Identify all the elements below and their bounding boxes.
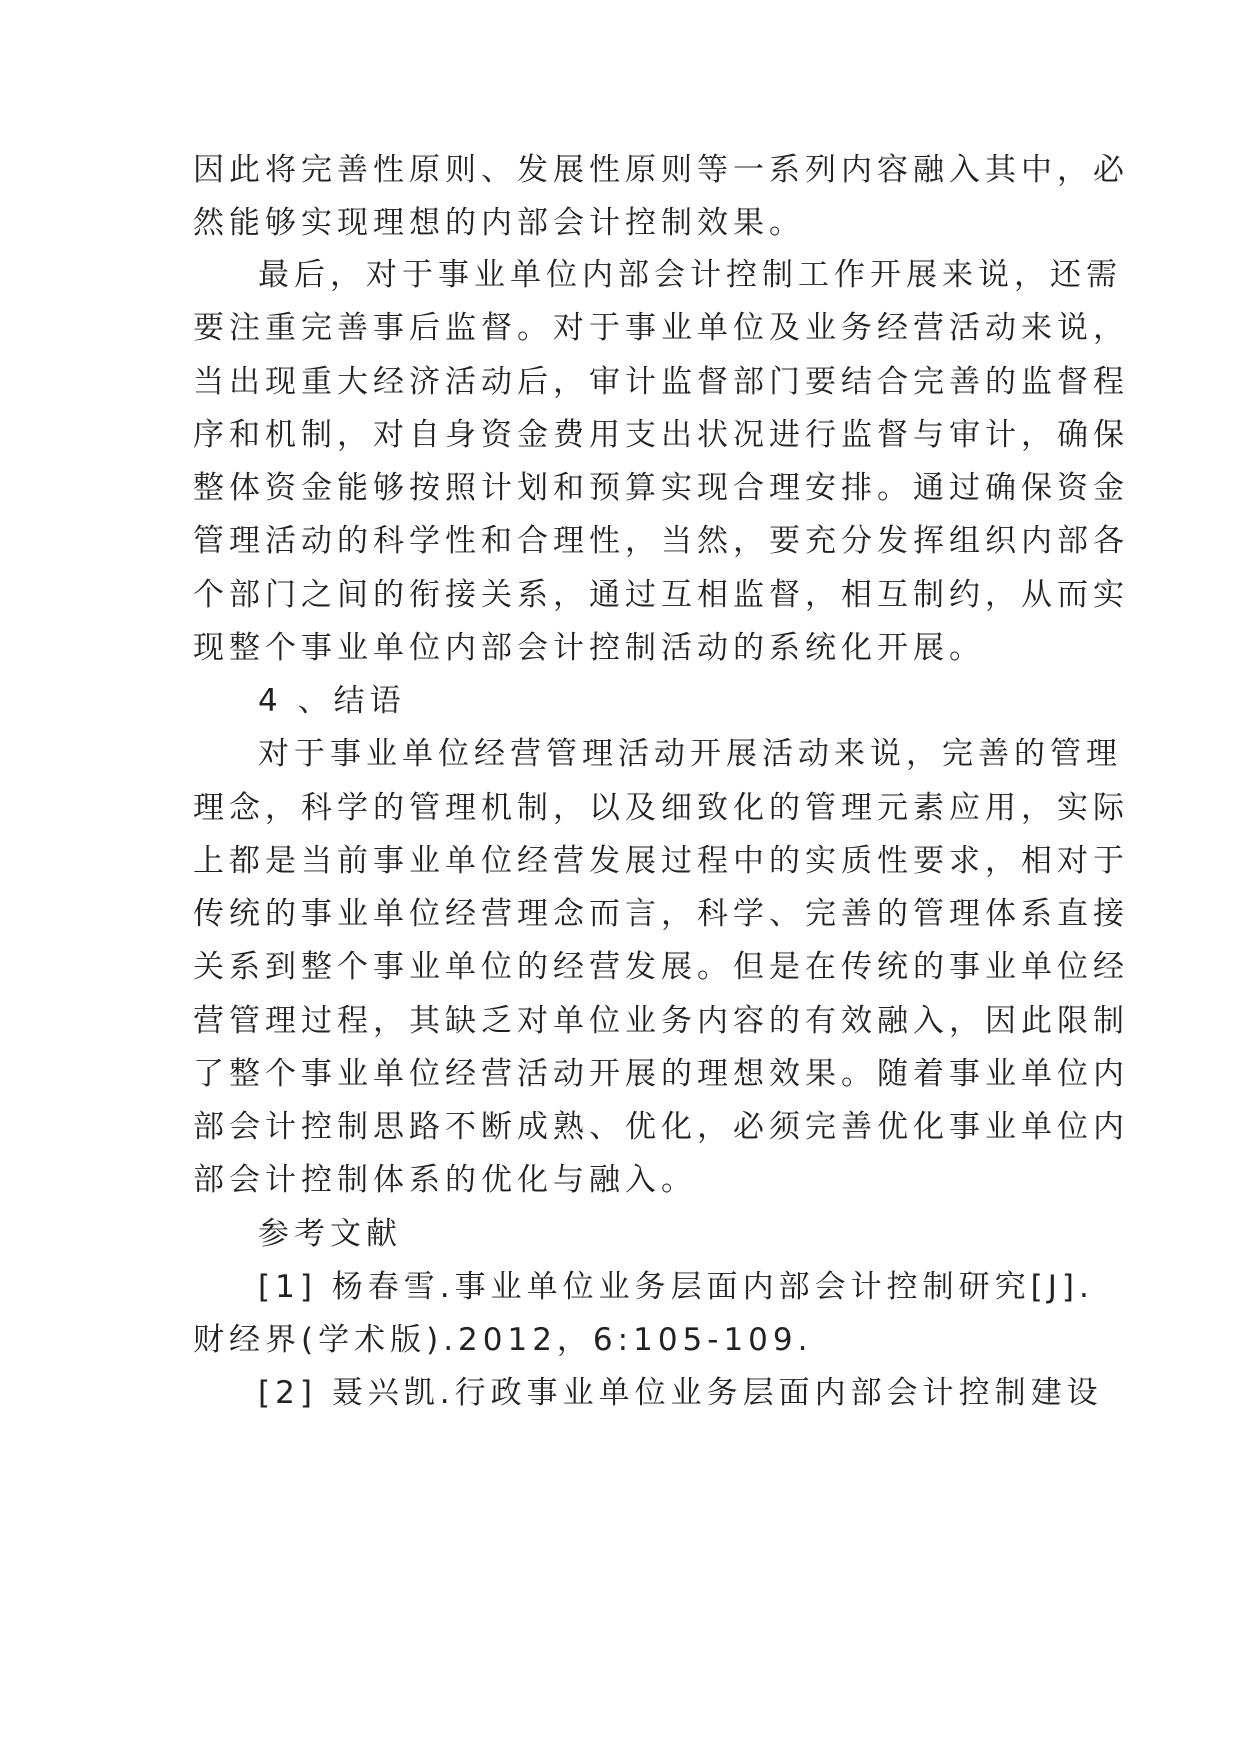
paragraph-line: 整体资金能够按照计划和预算实现合理安排。通过确保资金 (193, 470, 1129, 506)
paragraph-line: 然能够实现理想的内部会计控制效果。 (193, 205, 805, 241)
reference-item: [2] 聂兴凯.行政事业单位业务层面内部会计控制建设 (258, 1375, 1103, 1411)
paragraph-line: 管理活动的科学性和合理性，当然，要充分发挥组织内部各 (193, 523, 1129, 559)
paragraph-line: 部会计控制思路不断成熟、优化，必须完善优化事业单位内 (193, 1109, 1129, 1145)
paragraph-line: 部会计控制体系的优化与融入。 (193, 1162, 697, 1198)
paragraph-line: 序和机制，对自身资金费用支出状况进行监督与审计，确保 (193, 417, 1129, 453)
paragraph-line: 对于事业单位经营管理活动开展活动来说，完善的管理 (258, 736, 1122, 772)
paragraph-line: 因此将完善性原则、发展性原则等一系列内容融入其中，必 (193, 152, 1129, 188)
paragraph-line: 了整个事业单位经营活动开展的理想效果。随着事业单位内 (193, 1056, 1129, 1092)
paragraph-line: 最后，对于事业单位内部会计控制工作开展来说，还需 (258, 257, 1122, 293)
paragraph-line: 个部门之间的衔接关系，通过互相监督，相互制约，从而实 (193, 577, 1129, 613)
paragraph-line: 理念，科学的管理机制，以及细致化的管理元素应用，实际 (193, 790, 1129, 826)
paragraph-line: 要注重完善事后监督。对于事业单位及业务经营活动来说， (193, 310, 1129, 346)
reference-item-continuation: 财经界(学术版).2012，6:105-109. (193, 1322, 813, 1358)
paragraph-line: 关系到整个事业单位的经营发展。但是在传统的事业单位经 (193, 949, 1129, 985)
paragraph-line: 营管理过程，其缺乏对单位业务内容的有效融入，因此限制 (193, 1003, 1129, 1039)
reference-item: [1] 杨春雪.事业单位业务层面内部会计控制研究[J]. (258, 1269, 1094, 1305)
paragraph-line: 当出现重大经济活动后，审计监督部门要结合完善的监督程 (193, 364, 1129, 400)
references-heading: 参考文献 (258, 1216, 402, 1252)
paragraph-line: 现整个事业单位内部会计控制活动的系统化开展。 (193, 630, 985, 666)
paragraph-line: 传统的事业单位经营理念而言，科学、完善的管理体系直接 (193, 896, 1129, 932)
paragraph-line: 上都是当前事业单位经营发展过程中的实质性要求，相对于 (193, 843, 1129, 879)
section-heading: 4 、结语 (258, 683, 406, 719)
